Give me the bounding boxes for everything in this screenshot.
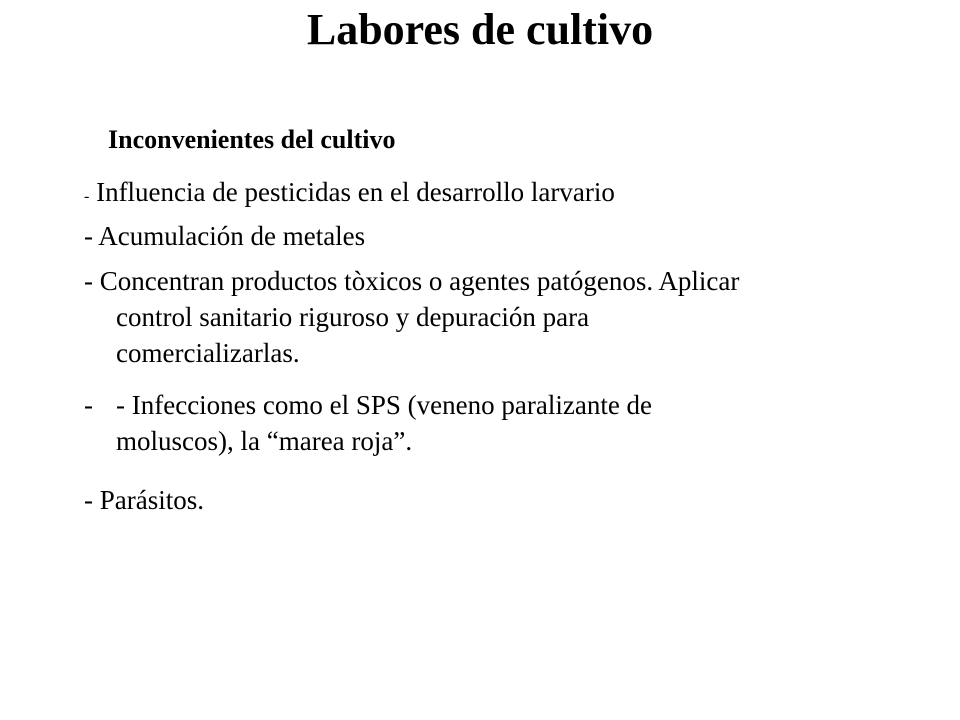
bullet-text-continuation: control sanitario riguroso y depuración para bbox=[116, 302, 590, 332]
bullet-item bbox=[84, 174, 615, 215]
bullet-dash: - bbox=[84, 485, 93, 515]
bullet-item bbox=[84, 263, 739, 371]
section-subtitle: Inconvenientes del cultivo bbox=[108, 125, 396, 154]
bullet-text-continuation: comercializarlas. bbox=[116, 338, 300, 368]
bullet-text: Influencia de pesticidas en el desarrollo larvario bbox=[96, 177, 615, 207]
bullet-text-continuation: moluscos), la “marea roja”. bbox=[116, 426, 413, 456]
slide-title: Labores de cultivo bbox=[306, 5, 654, 54]
bullet-item bbox=[84, 218, 365, 254]
bullet-dash: - bbox=[84, 221, 93, 251]
bullet-dash: - bbox=[84, 188, 90, 205]
bullet-text: Parásitos. bbox=[99, 485, 204, 515]
bullet-item bbox=[84, 387, 652, 459]
bullet-text: Acumulación de metales bbox=[98, 221, 366, 251]
bullet-text: Concentran productos tòxicos o agentes patógenos. Aplicar bbox=[99, 266, 740, 296]
bullet-dash: - bbox=[84, 266, 93, 296]
bullet-text: - Infecciones como el SPS (veneno paralizante de bbox=[116, 390, 653, 420]
bullet-item bbox=[84, 482, 204, 518]
bullet-dash: - bbox=[84, 390, 93, 420]
